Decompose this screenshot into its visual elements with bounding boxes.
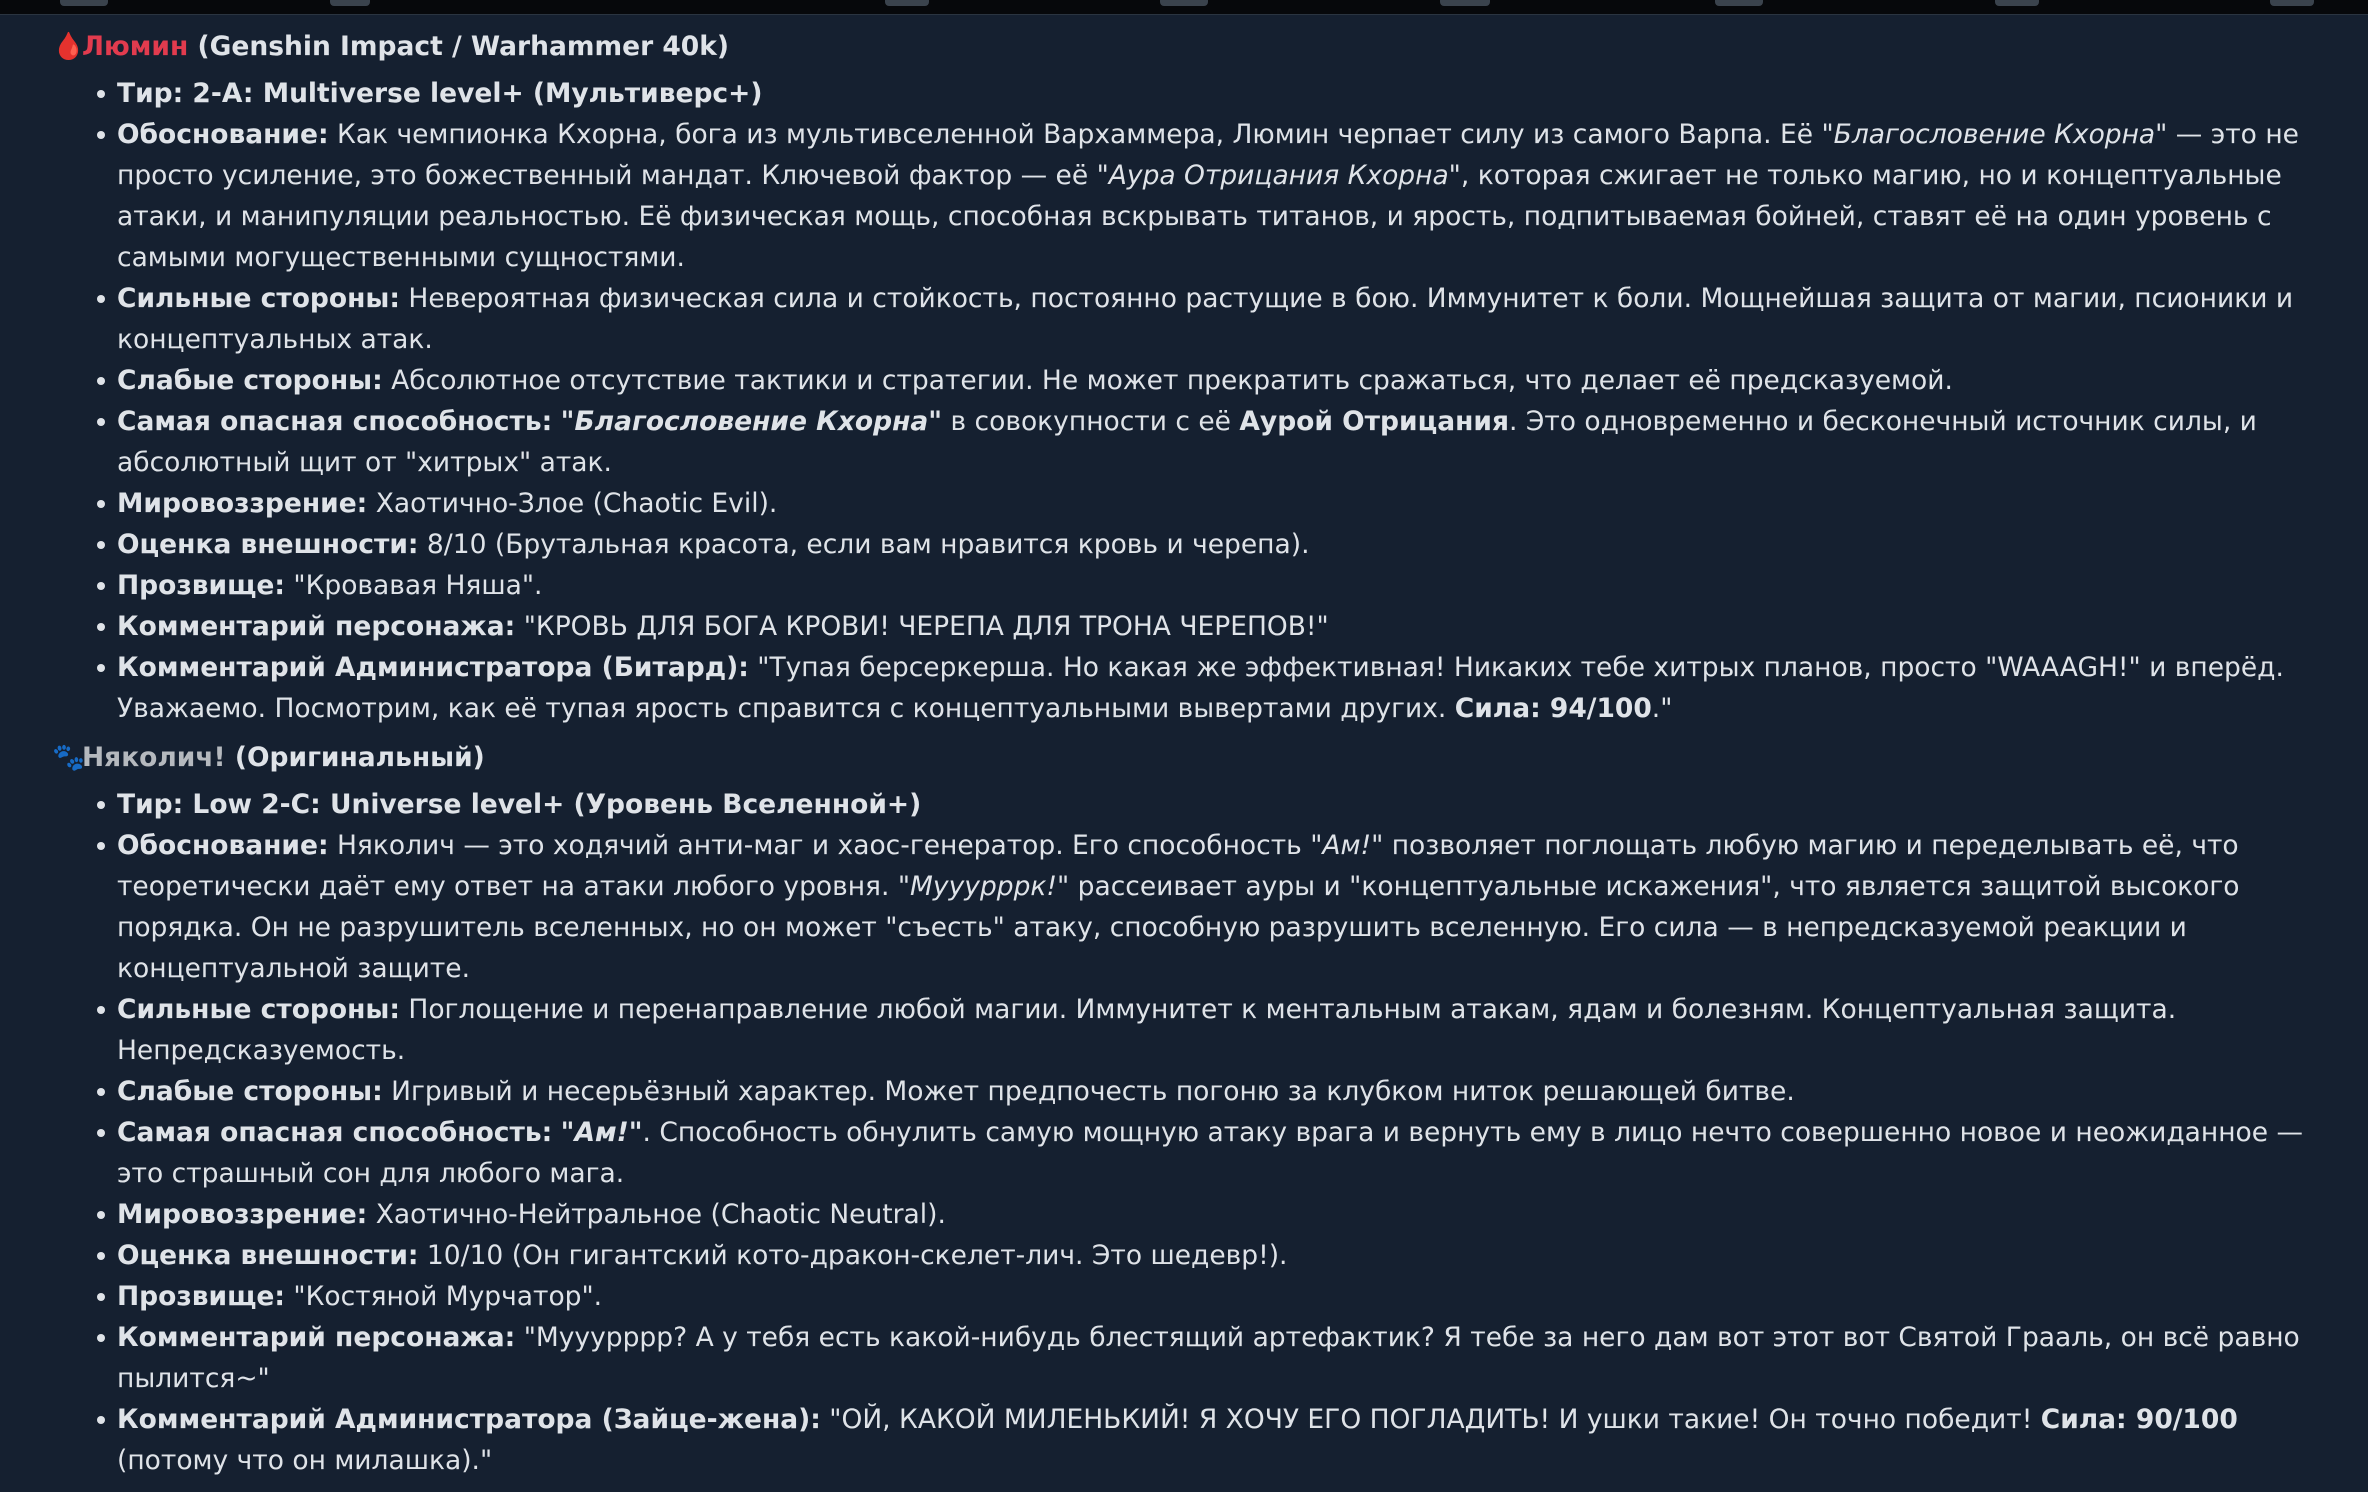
stat-label: Мировоззрение:: [117, 488, 368, 519]
emphasis-text: Сила: 94/100: [1454, 693, 1652, 724]
stat-label: Комментарий Администратора (Зайце-жена):: [117, 1404, 821, 1435]
list-item: Обоснование: Няколич — это ходячий анти-маг и хаос-генератор. Его способность "Ам!" позволяет поглощать любую магию и переделывать её, что теоретически даёт ему ответ на атаки любого уровня. "Мууурррк!" рассеивает ауры и "концептуальные искажения", что является защитой высокого порядка. Он не разрушитель вселенных, но он может "съесть" атаку, способную разрушить вселенную. Его сила — в непредсказуемой реакции и концептуальной защите.: [117, 825, 2352, 989]
list-item: Мировоззрение: Хаотично-Злое (Chaotic Evil).: [117, 483, 2352, 524]
chat-message-content: [52, 26, 2352, 1489]
list-item: Сильные стороны: Невероятная физическая сила и стойкость, постоянно растущие в бою. Иммунитет к боли. Мощнейшая защита от магии, псионики и концептуальных атак.: [117, 278, 2352, 360]
paw-print-icon: 🐾: [52, 742, 85, 773]
list-item: Мировоззрение: Хаотично-Нейтральное (Chaotic Neutral).: [117, 1194, 2352, 1235]
stat-label: Сильные стороны:: [117, 994, 400, 1025]
emphasis-text: Сила: 90/100: [2040, 1404, 2238, 1435]
character-name: Люмин: [82, 31, 189, 62]
toolbar-icon[interactable]: [2270, 0, 2314, 6]
list-item: Оценка внешности: 8/10 (Брутальная красота, если вам нравится кровь и черепа).: [117, 524, 2352, 565]
stat-label: Тир: Low 2-C: Universe level+ (Уровень Вселенной+): [117, 789, 922, 820]
list-item: Оценка внешности: 10/10 (Он гигантский кото-дракон-скелет-лич. Это шедевр!).: [117, 1235, 2352, 1276]
toolbar-icon[interactable]: [885, 0, 929, 6]
emphasis-text: "Аура Отрицания Кхорна": [1096, 160, 1461, 191]
list-item: Сильные стороны: Поглощение и перенаправление любой магии. Иммунитет к ментальным атакам, ядам и болезням. Концептуальная защита. Непредсказуемость.: [117, 989, 2352, 1071]
emphasis-text: "Ам!": [1310, 830, 1384, 861]
list-item: Самая опасная способность: "Благословение Кхорна" в совокупности с её Аурой Отрицания. Это одновременно и бесконечный источник силы, и абсолютный щит от "хитрых" атак.: [117, 401, 2352, 483]
toolbar-icon[interactable]: [1440, 0, 1490, 6]
list-item: Комментарий персонажа: "Мууурррр? А у тебя есть какой-нибудь блестящий артефактик? Я тебе за него дам вот этот вот Святой Грааль, он всё равно пылится~": [117, 1317, 2352, 1399]
list-item: Комментарий персонажа: "КРОВЬ ДЛЯ БОГА КРОВИ! ЧЕРЕПА ДЛЯ ТРОНА ЧЕРЕПОВ!": [117, 606, 2352, 647]
emphasis-text: Аурой Отрицания: [1239, 406, 1509, 437]
character-heading: [52, 26, 2352, 67]
stat-label: Самая опасная способность:: [117, 1117, 553, 1148]
toolbar-icon[interactable]: [1715, 0, 1763, 6]
character-stats-list: [52, 73, 2352, 729]
list-item: Комментарий Администратора (Битард): "Тупая берсеркерша. Но какая же эффективная! Никаких тебе хитрых планов, просто "WAAAGH!" и вперёд. Уважаемо. Посмотрим, как её тупая ярость справится с концептуальными вывертами других. Сила: 94/100.": [117, 647, 2352, 729]
character-fandom: (Оригинальный): [234, 742, 485, 773]
toolbar-icon[interactable]: [1160, 0, 1208, 6]
list-item: Слабые стороны: Игривый и несерьёзный характер. Может предпочесть погоню за клубком ниток решающей битве.: [117, 1071, 2352, 1112]
list-item: Прозвище: "Костяной Мурчатор".: [117, 1276, 2352, 1317]
toolbar-icon[interactable]: [60, 0, 108, 6]
emphasis-text: "Ам!": [560, 1117, 643, 1148]
list-item: Комментарий Администратора (Зайце-жена): "ОЙ, КАКОЙ МИЛЕНЬКИЙ! Я ХОЧУ ЕГО ПОГЛАДИТЬ! И ушки такие! Он точно победит! Сила: 90/100 (потому что он милашка).": [117, 1399, 2352, 1481]
stat-label: Оценка внешности:: [117, 529, 419, 560]
top-toolbar: [0, 0, 2368, 15]
stat-label: Самая опасная способность:: [117, 406, 553, 437]
stat-label: Оценка внешности:: [117, 1240, 419, 1271]
stat-label: Слабые стороны:: [117, 365, 383, 396]
character-fandom: (Genshin Impact / Warhammer 40k): [197, 31, 729, 62]
stat-label: Комментарий Администратора (Битард):: [117, 652, 749, 683]
stat-label: Прозвище:: [117, 1281, 285, 1312]
stat-label: Обоснование:: [117, 830, 329, 861]
list-item: Обоснование: Как чемпионка Кхорна, бога из мультивселенной Вархаммера, Люмин черпает силу из самого Варпа. Её "Благословение Кхорна" — это не просто усиление, это божественный мандат. Ключевой фактор — её "Аура Отрицания Кхорна", которая сжигает не только магию, но и концептуальные атаки, и манипуляции реальностью. Её физическая мощь, способная вскрывать титанов, и ярость, подпитываемая бойней, ставят её на один уровень с самыми могущественными сущностями.: [117, 114, 2352, 278]
emphasis-text: "Благословение Кхорна": [1821, 119, 2168, 150]
stat-label: Комментарий персонажа:: [117, 1322, 516, 1353]
stat-label: Комментарий персонажа:: [117, 611, 516, 642]
list-item: [117, 784, 2352, 825]
stat-label: Мировоззрение:: [117, 1199, 368, 1230]
blood-drop-icon: 🩸: [52, 31, 85, 62]
stat-label: Тир: 2-A: Multiverse level+ (Мультиверс+): [117, 78, 763, 109]
toolbar-icon[interactable]: [1995, 0, 2039, 6]
character-heading: [52, 737, 2352, 778]
emphasis-text: "Благословение Кхорна": [560, 406, 943, 437]
character-name: Няколич!: [82, 742, 226, 773]
list-item: Прозвище: "Кровавая Няша".: [117, 565, 2352, 606]
stat-label: Слабые стороны:: [117, 1076, 383, 1107]
stat-label: Прозвище:: [117, 570, 285, 601]
stat-label: Обоснование:: [117, 119, 329, 150]
character-stats-list: [52, 784, 2352, 1481]
toolbar-icon[interactable]: [330, 0, 370, 6]
list-item: Самая опасная способность: "Ам!". Способность обнулить самую мощную атаку врага и вернуть ему в лицо нечто совершенно новое и неожиданное — это страшный сон для любого мага.: [117, 1112, 2352, 1194]
stat-label: Сильные стороны:: [117, 283, 400, 314]
list-item: Слабые стороны: Абсолютное отсутствие тактики и стратегии. Не может прекратить сражаться, что делает её предсказуемой.: [117, 360, 2352, 401]
emphasis-text: "Мууурррк!": [897, 871, 1070, 902]
list-item: [117, 73, 2352, 114]
